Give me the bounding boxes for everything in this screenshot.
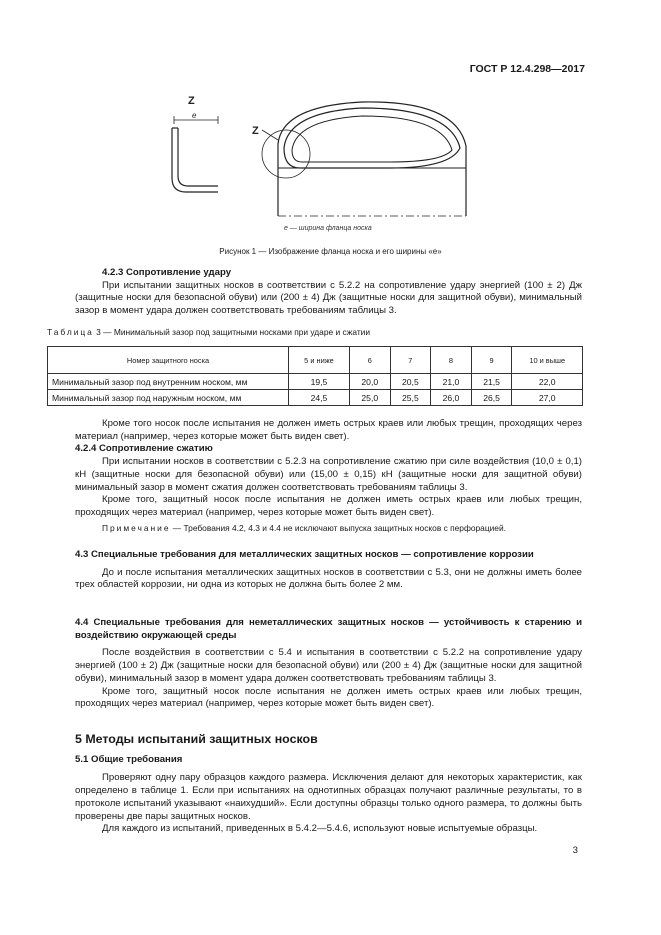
section-5	[75, 733, 582, 836]
z-label-left: Z	[252, 125, 259, 137]
figure-caption: Рисунок 1 — Изображение фланца носка и его ширины «е»	[219, 247, 442, 256]
table-cell: 21,0	[431, 374, 472, 390]
page-number: 3	[572, 845, 578, 856]
table-cell: 20,0	[349, 374, 390, 390]
paragraph: Проверяют одну пару образцов каждого размера. Исключения делают для некоторых характеристик, как определено в таблице 1. Если при испытаниях на однотипных образцах получают различные результаты, то в протоколе испытаний указывают «наихудший». Если доступны образцы только одного размера, то должны быть проверены две пары защитных носков.	[75, 772, 582, 822]
table-header-cell: 6	[349, 347, 390, 374]
table-header-cell: Номер защитного носка	[48, 347, 289, 374]
paragraph: Для каждого из испытаний, приведенных в 5.4.2—5.4.6, используют новые испытуемые образцы.	[102, 823, 538, 835]
document-id: ГОСТ Р 12.4.298—2017	[469, 63, 585, 75]
section-4-2-3	[75, 267, 582, 318]
note	[75, 522, 582, 535]
table-cell: 19,5	[289, 374, 350, 390]
table-header-cell: 9	[471, 347, 512, 374]
toe-cap-outline	[262, 102, 466, 216]
paragraph: После воздействия в соответствии с 5.4 и испытания в соответствии с 5.2.2 на сопротивление удару энергией (100 ± 2) Дж (защитные носки для безопасной обуви) или (200 ± 4) Дж (защитные носки для защитной обуви), минимальный зазор в момент удара должен соответствовать требованиям таблицы 3.	[75, 647, 582, 684]
paragraph: При испытании защитных носков в соответствии с 5.2.2 на сопротивление удару энергией (100 ± 2) Дж (защитные носки для безопасной обуви) или (200 ± 4) Дж (защитные носки для защитной обуви), минимальный зазор в момент удара должен соответствовать требованиям таблицы 3.	[75, 279, 582, 317]
table-cell: 26,5	[471, 390, 512, 406]
table-cell: 25,5	[390, 390, 431, 406]
section-heading: 5 Методы испытаний защитных носков	[75, 732, 318, 746]
table-cell: 22,0	[512, 374, 583, 390]
paragraph: Кроме того, защитный носок после испытания не должен иметь острых краев или любых трещин, проходящих через материал (например, через которые может быть виден свет).	[75, 494, 582, 518]
table-caption-label: Таблица	[47, 327, 94, 337]
table-header-cell: 7	[390, 347, 431, 374]
table-header-row	[48, 347, 583, 374]
table-cell: 25,0	[349, 390, 390, 406]
section-4-3	[75, 549, 582, 592]
table-3	[47, 346, 583, 406]
section-heading: 4.2.3 Сопротивление удару	[102, 267, 232, 278]
table-cell: 20,5	[390, 374, 431, 390]
section-4-2-4	[75, 418, 582, 534]
paragraph: При испытании носков в соответствии с 5.2.3 на сопротивление сжатию при силе воздействия (10,0 ± 0,1) кН (защитные носки для безопасной обуви) или (15,00 ± 0,15) кН (защитные носки для защитной обуви) минимальный зазор в момент сжатия должен соответствовать требованиям таблицы 3.	[75, 456, 582, 493]
paragraph: Кроме того, защитный носок после испытания не должен иметь острых краев или любых трещин, проходящих через материал (например, через которые может быть виден свет).	[75, 685, 582, 710]
table-header-cell: 5 и ниже	[289, 347, 350, 374]
section-heading: 4.3 Специальные требования для металлических защитных носков — сопротивление коррозии	[75, 549, 534, 560]
table-cell: 27,0	[512, 390, 583, 406]
section-heading: 4.2.4 Сопротивление сжатию	[75, 443, 213, 455]
note-text: — Требования 4.2, 4.3 и 4.4 не исключают выпуска защитных носков с перфорацией.	[170, 522, 506, 533]
paragraph: До и после испытания металлических защитных носков в соответствии с 5.3, они не должны иметь более трех областей коррозии, ни одна из которых не должна быть более 2 мм.	[75, 566, 582, 591]
table-cell: 26,0	[431, 390, 472, 406]
figure-note: е — ширина фланца носка	[284, 225, 372, 232]
e-label: e	[192, 111, 197, 120]
section-heading: 4.4 Специальные требования для неметаллических защитных носков — устойчивость к старению и воздействию окружающей среды	[75, 617, 582, 641]
z-label-top: Z	[188, 95, 195, 107]
section-4-4	[75, 617, 582, 711]
table-header-cell: 8	[431, 347, 472, 374]
table-row	[48, 374, 583, 390]
toe-cap-figure	[150, 88, 480, 238]
section-heading: 5.1 Общие требования	[75, 753, 183, 765]
flange-detail-drawing	[172, 116, 218, 192]
paragraph: Кроме того носок после испытания не должен иметь острых краев или любых трещин, проходящих через материал (например, через которые может быть виден свет).	[75, 418, 582, 442]
note-label: Примечание	[102, 522, 171, 533]
table-cell: 24,5	[289, 390, 350, 406]
table-row	[48, 390, 583, 406]
table-caption-text: 3 — Минимальный зазор под защитными носками при ударе и сжатии	[93, 327, 371, 337]
table-cell: Минимальный зазор под наружным носком, мм	[48, 390, 289, 406]
table-header-cell: 10 и выше	[512, 347, 583, 374]
table-cell: Минимальный зазор под внутренним носком, мм	[48, 374, 289, 390]
table-cell: 21,5	[471, 374, 512, 390]
table-caption	[47, 327, 370, 337]
